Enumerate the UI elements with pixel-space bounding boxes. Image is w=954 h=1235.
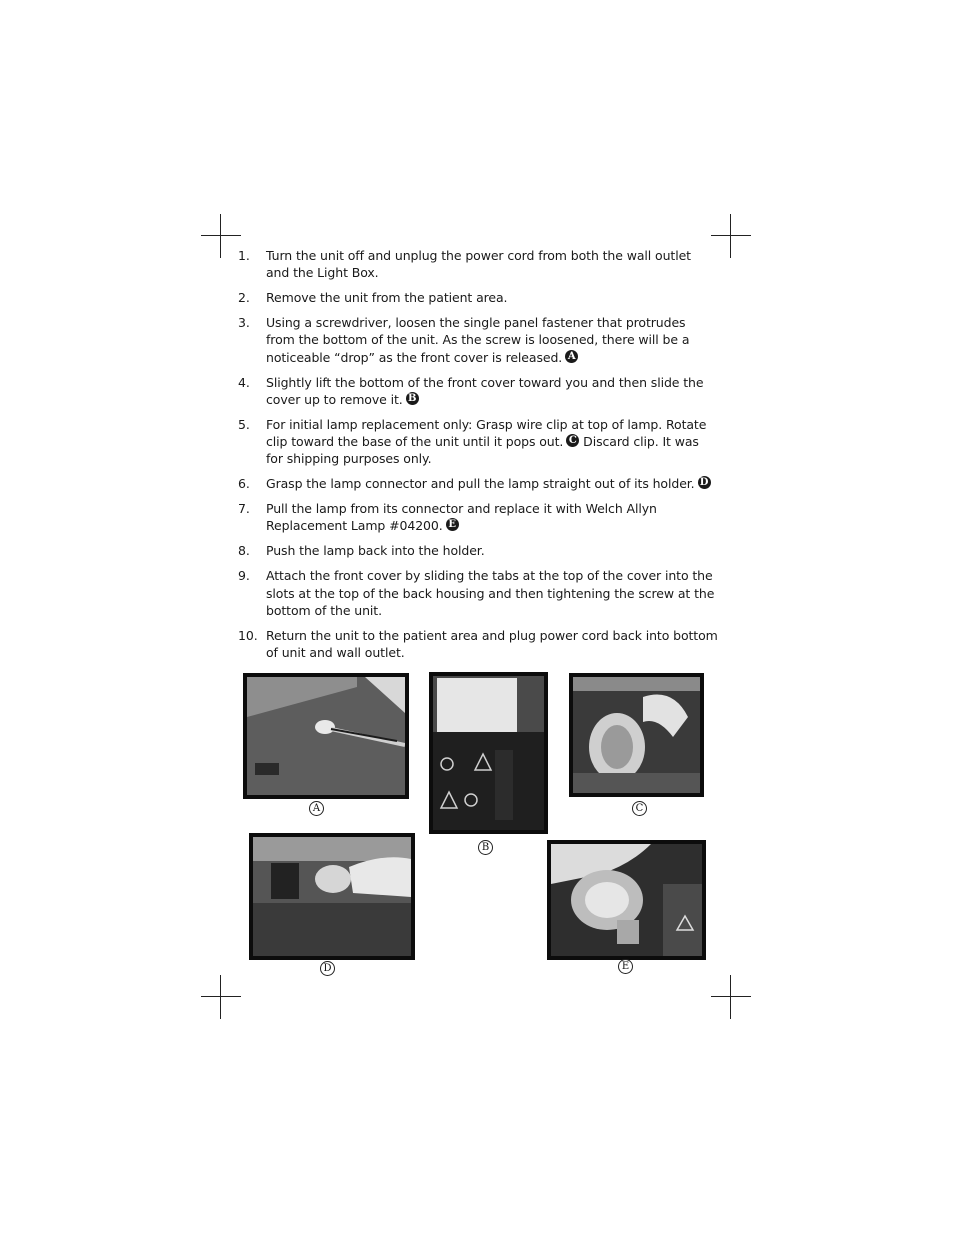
figure-caption-b: B [478,840,493,855]
step-text: Push the lamp back into the holder. [266,543,485,559]
step-item [238,374,718,408]
step-number: 5. [238,416,250,432]
step-number: 9. [238,568,250,584]
crop-mark-bottom-left [201,975,241,1019]
figure-ref-d: D [698,476,711,489]
step-item [238,289,718,306]
step-item [238,475,718,492]
step-item [238,247,718,281]
photo-e-replacement-lamp [547,840,706,960]
step-text: Turn the unit off and unplug the power cord from both the wall outlet and the Light Box. [266,248,691,281]
step-item [238,416,718,468]
step-text: Return the unit to the patient area and plug power cord back into bottom of unit and wall outlet. [266,627,718,661]
step-number: 7. [238,501,250,517]
step-number: 3. [238,315,250,331]
figure-ref-c: C [566,434,579,447]
photo-b-front-cover [429,672,548,834]
crop-mark-top-left [201,214,241,258]
step-text: Pull the lamp from its connector and replace it with Welch Allyn Replacement Lamp #04200. E [266,501,657,534]
step-item [238,542,718,559]
lamp-replacement-steps [238,247,718,669]
figure-caption-e: E [618,959,633,974]
step-text: For initial lamp replacement only: Grasp wire clip at top of lamp. Rotate clip toward the base of the unit until it pops out. C Discard clip. It was for shipping purposes only. [266,416,707,467]
figure-caption-d: D [320,961,335,976]
step-item [238,567,718,619]
figure-caption-c: C [632,801,647,816]
step-text: Grasp the lamp connector and pull the lamp straight out of its holder. D [266,475,718,492]
step-text: Using a screwdriver, loosen the single panel fastener that protrudes from the bottom of the unit. As the screw is loosened, there will be a noticeable “drop” as the front cover is released. A [266,315,690,365]
photo-d-lamp-connector [249,833,415,960]
step-text: Attach the front cover by sliding the tabs at the top of the cover into the slots at the top of the back housing and then tightening the screw at the bottom of the unit. [266,568,715,618]
figure-caption-a: A [309,801,324,816]
step-text: Slightly lift the bottom of the front cover toward you and then slide the cover up to remove it. B [266,374,704,407]
step-number: 1. [238,248,250,263]
step-item [238,627,718,661]
step-number: 6. [238,476,250,492]
step-item [238,500,718,534]
figure-ref-b: B [406,392,419,405]
crop-mark-bottom-right [711,975,751,1019]
step-text: Remove the unit from the patient area. [266,290,508,306]
step-number: 10. [238,627,258,643]
step-number: 8. [238,543,250,559]
step-number: 2. [238,290,250,306]
figure-ref-e: E [446,518,459,531]
step-number: 4. [238,374,250,390]
photo-a-screwdriver [243,673,409,799]
step-item [238,314,718,366]
figure-ref-a: A [565,350,578,363]
photo-c-wire-clip [569,673,704,797]
